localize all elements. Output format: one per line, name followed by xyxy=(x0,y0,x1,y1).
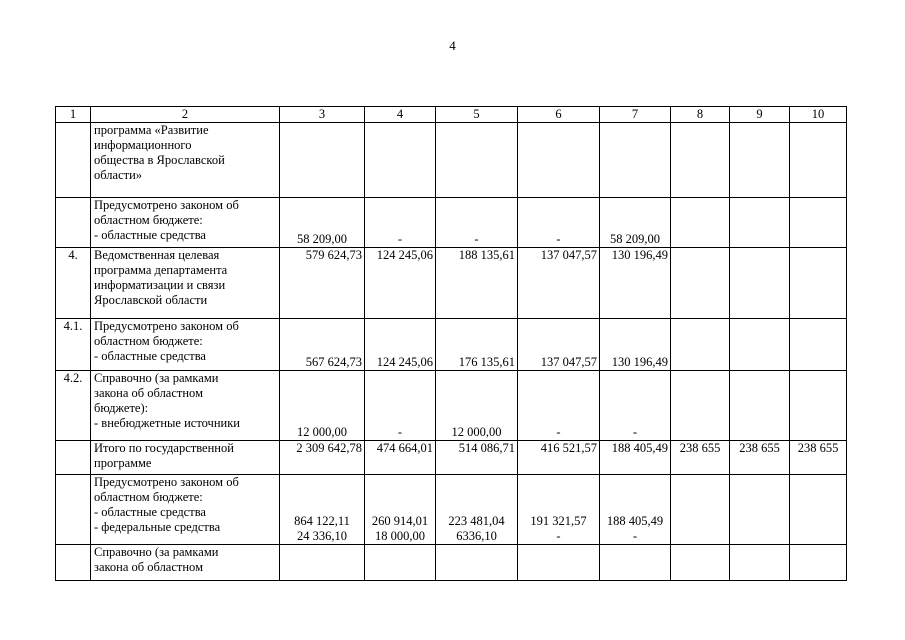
value-cell xyxy=(790,319,847,371)
header-cell: 1 xyxy=(56,107,91,123)
desc-line: Предусмотрено законом об xyxy=(94,319,239,333)
row-description xyxy=(91,319,280,371)
value-cell: 124 245,06 xyxy=(365,248,436,319)
value-cell xyxy=(730,371,790,441)
value-cell xyxy=(730,319,790,371)
value-line: 24 336,10 xyxy=(297,529,347,543)
desc-line: - областные средства xyxy=(94,228,206,242)
desc-line: информатизации и связи xyxy=(94,278,226,292)
value-cell xyxy=(518,545,600,581)
value-line: 864 122,11 xyxy=(294,514,350,528)
row-description xyxy=(91,545,280,581)
value-cell xyxy=(280,475,365,545)
value-cell xyxy=(790,198,847,248)
value-cell: 238 655 xyxy=(730,441,790,475)
desc-line: - областные средства xyxy=(94,349,206,363)
desc-line: областном бюджете: xyxy=(94,213,203,227)
value-cell xyxy=(790,248,847,319)
value-cell xyxy=(436,545,518,581)
value-cell xyxy=(790,475,847,545)
value-cell xyxy=(365,123,436,198)
value-cell xyxy=(600,545,671,581)
desc-line: областном бюджете: xyxy=(94,334,203,348)
value-cell: 58 209,00 xyxy=(600,198,671,248)
value-cell xyxy=(671,371,730,441)
table-header-row xyxy=(56,107,847,123)
value-cell: 579 624,73 xyxy=(280,248,365,319)
desc-line: - областные средства xyxy=(94,505,206,519)
row-description xyxy=(91,371,280,441)
value-line: - xyxy=(556,529,561,543)
value-cell: 2 309 642,78 xyxy=(280,441,365,475)
value-line: 18 000,00 xyxy=(375,529,425,543)
value-cell xyxy=(671,198,730,248)
value-cell: 137 047,57 xyxy=(518,248,600,319)
value-cell xyxy=(730,545,790,581)
row-index xyxy=(56,123,91,198)
value-cell: - xyxy=(518,371,600,441)
value-cell: 416 521,57 xyxy=(518,441,600,475)
row-description xyxy=(91,248,280,319)
table-row xyxy=(56,319,847,371)
desc-line: Предусмотрено законом об xyxy=(94,198,239,212)
desc-line: общества в Ярославской xyxy=(94,153,225,167)
desc-line: Итого по государственной xyxy=(94,441,234,455)
value-cell: 238 655 xyxy=(671,441,730,475)
desc-line: закона об областном xyxy=(94,560,203,574)
value-cell: - xyxy=(518,198,600,248)
value-cell: 567 624,73 xyxy=(280,319,365,371)
value-cell xyxy=(671,545,730,581)
value-cell: 12 000,00 xyxy=(436,371,518,441)
value-cell xyxy=(518,475,600,545)
value-cell xyxy=(280,545,365,581)
header-cell: 6 xyxy=(518,107,600,123)
value-line: 260 914,01 xyxy=(371,514,429,528)
value-cell: 12 000,00 xyxy=(280,371,365,441)
desc-line: Ярославской области xyxy=(94,293,208,307)
value-cell xyxy=(730,123,790,198)
value-cell: 130 196,49 xyxy=(600,319,671,371)
header-cell: 9 xyxy=(730,107,790,123)
desc-line: программа «Развитие xyxy=(94,123,209,137)
value-cell xyxy=(518,123,600,198)
value-cell xyxy=(365,545,436,581)
row-index xyxy=(56,545,91,581)
desc-line: - внебюджетные источники xyxy=(94,416,240,430)
value-line: 6336,10 xyxy=(456,529,497,543)
value-cell: 188 135,61 xyxy=(436,248,518,319)
row-index xyxy=(56,441,91,475)
row-index xyxy=(56,198,91,248)
value-cell: - xyxy=(365,371,436,441)
value-cell xyxy=(436,123,518,198)
table-row xyxy=(56,198,847,248)
value-line: 223 481,04 xyxy=(448,514,505,528)
desc-line: - федеральные средства xyxy=(94,520,221,534)
row-index xyxy=(56,475,91,545)
table-row xyxy=(56,475,847,545)
value-cell: 176 135,61 xyxy=(436,319,518,371)
desc-line: области» xyxy=(94,168,143,182)
value-cell xyxy=(365,475,436,545)
value-cell: - xyxy=(436,198,518,248)
value-cell: 137 047,57 xyxy=(518,319,600,371)
value-cell xyxy=(730,248,790,319)
value-line: 188 405,49 xyxy=(606,514,664,528)
value-cell xyxy=(671,248,730,319)
desc-line: Справочно (за рамками xyxy=(94,371,219,385)
value-cell xyxy=(436,475,518,545)
value-cell: 130 196,49 xyxy=(600,248,671,319)
table-row xyxy=(56,123,847,198)
value-cell xyxy=(671,123,730,198)
row-description xyxy=(91,441,280,475)
value-line: 191 321,57 xyxy=(530,514,587,528)
row-description xyxy=(91,475,280,545)
value-cell xyxy=(671,475,730,545)
desc-line: информационного xyxy=(94,138,192,152)
desc-line: Справочно (за рамками xyxy=(94,545,219,559)
row-index: 4.1. xyxy=(56,319,91,371)
desc-line: областном бюджете: xyxy=(94,490,203,504)
header-cell: 7 xyxy=(600,107,671,123)
value-cell: - xyxy=(600,371,671,441)
budget-table xyxy=(55,106,847,581)
row-description xyxy=(91,198,280,248)
value-cell: 58 209,00 xyxy=(280,198,365,248)
page-number: 4 xyxy=(449,38,456,53)
value-cell xyxy=(790,123,847,198)
value-cell: 474 664,01 xyxy=(365,441,436,475)
value-cell xyxy=(790,545,847,581)
header-cell: 8 xyxy=(671,107,730,123)
table-row xyxy=(56,371,847,441)
value-line: - xyxy=(632,529,638,543)
value-cell: 188 405,49 xyxy=(600,441,671,475)
header-cell: 5 xyxy=(436,107,518,123)
desc-line: программе xyxy=(94,456,152,470)
desc-line: программа департамента xyxy=(94,263,228,277)
value-cell xyxy=(671,319,730,371)
value-cell xyxy=(600,123,671,198)
header-cell: 4 xyxy=(365,107,436,123)
value-cell: 124 245,06 xyxy=(365,319,436,371)
row-index: 4.2. xyxy=(56,371,91,441)
desc-line: Предусмотрено законом об xyxy=(94,475,239,489)
desc-line: закона об областном xyxy=(94,386,203,400)
header-cell: 3 xyxy=(280,107,365,123)
value-cell: 514 086,71 xyxy=(436,441,518,475)
value-cell xyxy=(600,475,671,545)
row-index: 4. xyxy=(56,248,91,319)
header-cell: 10 xyxy=(790,107,847,123)
value-cell xyxy=(730,475,790,545)
value-cell xyxy=(790,371,847,441)
value-cell xyxy=(280,123,365,198)
table-row xyxy=(56,248,847,319)
value-cell: 238 655 xyxy=(790,441,847,475)
table-row xyxy=(56,545,847,581)
table-row xyxy=(56,441,847,475)
desc-line: бюджете): xyxy=(94,401,149,415)
value-cell: - xyxy=(365,198,436,248)
value-cell xyxy=(730,198,790,248)
desc-line: Ведомственная целевая xyxy=(94,248,220,262)
row-description xyxy=(91,123,280,198)
header-cell: 2 xyxy=(91,107,280,123)
